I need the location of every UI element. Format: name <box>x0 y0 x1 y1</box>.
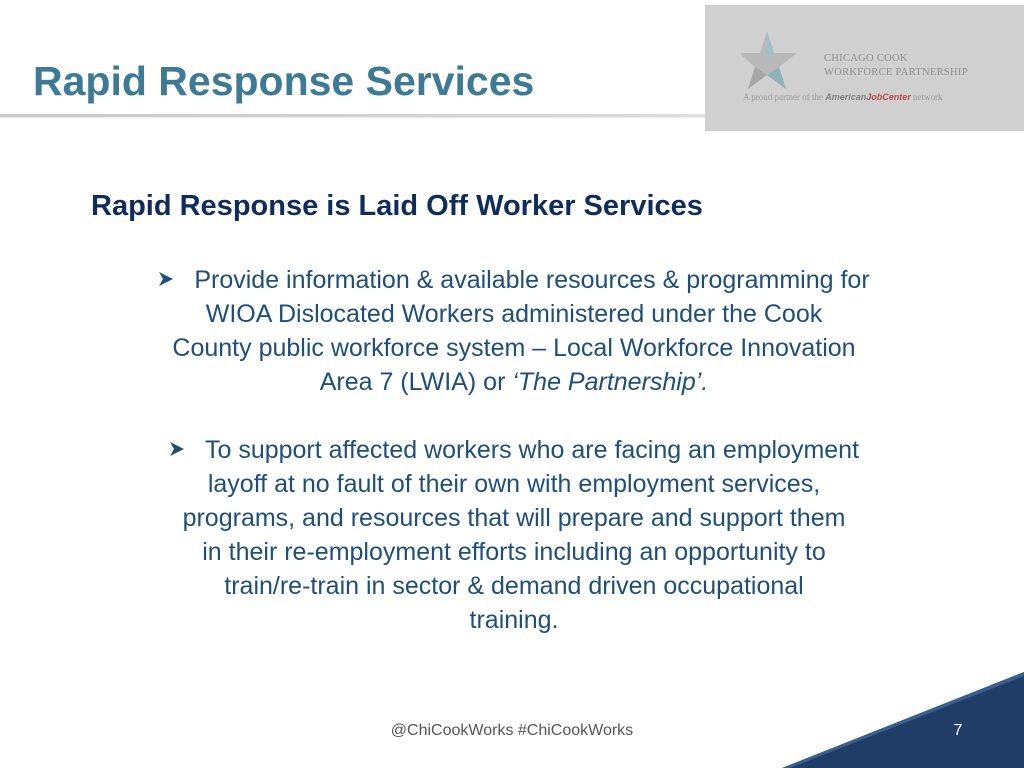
bullet-line <box>96 263 932 297</box>
bullet-line: County public workforce system – Local Workforce Innovation <box>172 334 856 362</box>
logo-organization-name <box>824 52 968 80</box>
bullet-line: in their re-employment efforts including an opportunity to <box>202 538 826 566</box>
bullet-text: Area 7 (LWIA) or <box>319 368 513 396</box>
footer-hashtags: @ChiCookWorks #ChiCookWorks <box>390 722 634 739</box>
logo-brand-jobcenter: JobCenter <box>866 92 911 102</box>
slide-title: Rapid Response Services <box>33 58 535 104</box>
arrow-bullet-icon <box>169 441 185 457</box>
bullet-text: Provide information & available resources & programming for <box>194 266 870 294</box>
slide-number: 7 <box>953 722 963 739</box>
logo-org-line-2: WORKFORCE PARTNERSHIP <box>824 67 968 78</box>
bullet-line: layoff at no fault of their own with employment services, <box>207 470 821 498</box>
star-icon <box>741 29 799 91</box>
logo-org-line-1: CHICAGO COOK <box>824 53 908 64</box>
logo-brand-american: American <box>825 92 867 102</box>
bullet-item <box>96 263 932 399</box>
logo-tagline <box>743 92 943 102</box>
partner-logo <box>705 5 1024 131</box>
bullet-line: train/re-train in sector & demand driven occupational <box>224 572 804 600</box>
bullet-line: WIOA Dislocated Workers administered under the Cook <box>205 300 823 328</box>
corner-decoration <box>782 672 1024 768</box>
bullet-line: training. <box>469 606 559 634</box>
logo-tagline-suffix: network <box>913 92 943 102</box>
bullet-item <box>96 433 932 637</box>
title-divider-shadow <box>0 117 822 119</box>
bullet-line: programs, and resources that will prepare and support them <box>182 504 846 532</box>
bullet-line <box>96 433 932 467</box>
bullet-line <box>96 365 932 399</box>
section-heading: Rapid Response is Laid Off Worker Services <box>91 190 703 222</box>
arrow-bullet-icon <box>158 271 174 287</box>
bullet-text: To support affected workers who are facing an employment <box>204 436 860 464</box>
logo-tagline-prefix: A proud partner of the <box>743 92 823 102</box>
bullet-emphasis: ‘The Partnership’. <box>512 368 709 396</box>
